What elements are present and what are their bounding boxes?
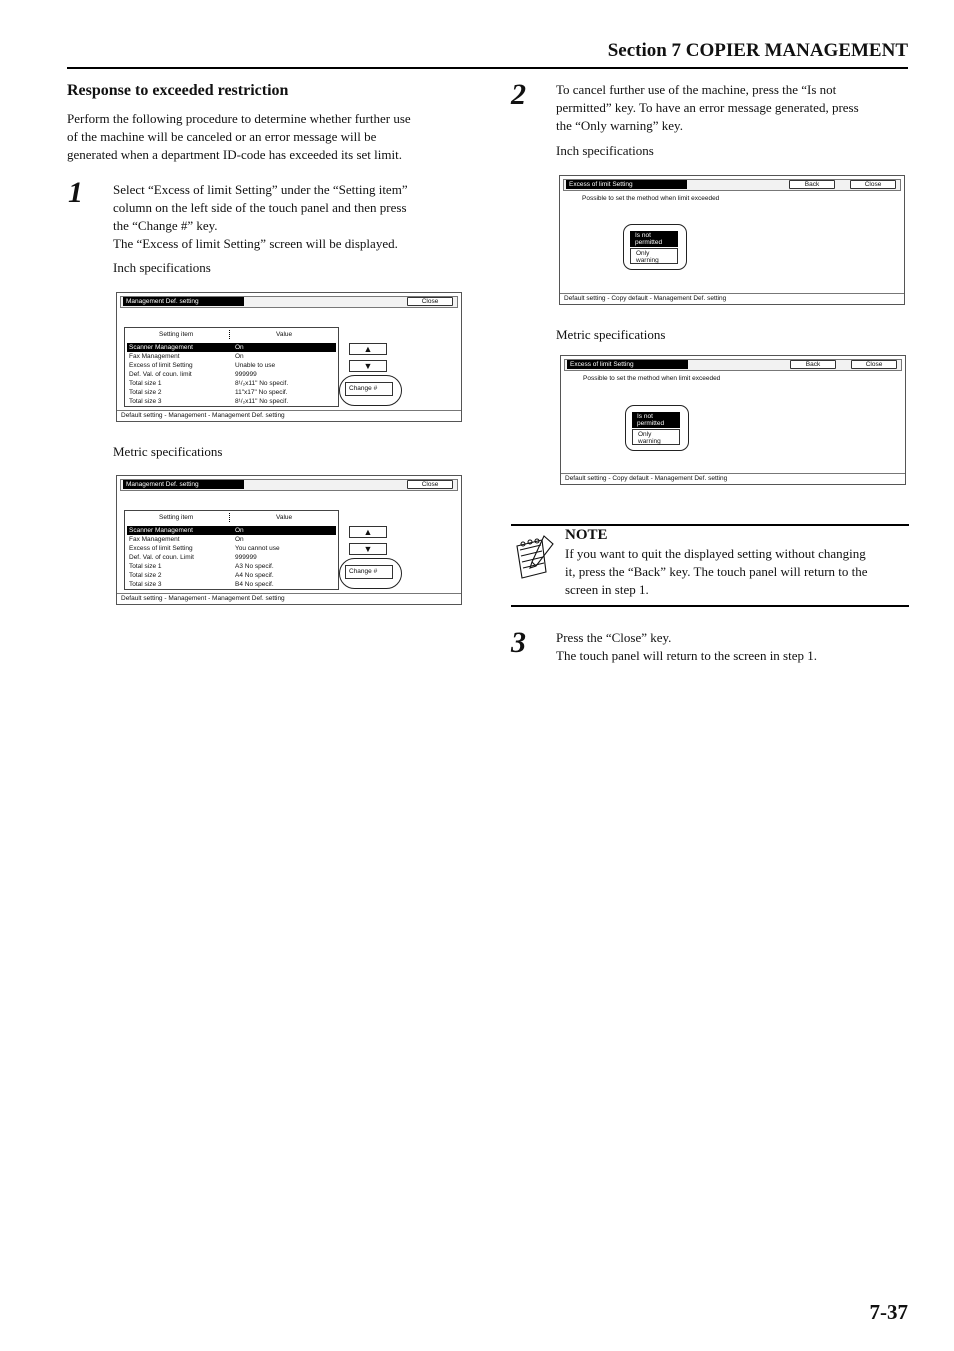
- scroll-down-button[interactable]: ▼: [349, 543, 387, 555]
- intro-line: Perform the following procedure to determine whether further use: [67, 111, 411, 126]
- row-name: Total size 3: [129, 398, 162, 405]
- row-name: Def. Val. of coun. Limit: [129, 554, 194, 561]
- metric-spec-label: Metric specifications: [113, 444, 223, 459]
- list-row[interactable]: [127, 526, 336, 535]
- section-heading: Response to exceeded restriction: [67, 82, 289, 99]
- list-row[interactable]: [127, 352, 336, 361]
- list-row[interactable]: [127, 553, 336, 562]
- list-header: [125, 511, 338, 524]
- scroll-up-button[interactable]: ▲: [349, 343, 387, 355]
- close-button[interactable]: Close: [850, 180, 896, 189]
- note-text: [565, 545, 910, 599]
- col-value: Value: [276, 514, 293, 521]
- is-not-permitted-button[interactable]: Is not permitted: [630, 231, 678, 247]
- list-row[interactable]: [127, 544, 336, 553]
- list-row[interactable]: [127, 562, 336, 571]
- list-row[interactable]: [127, 379, 336, 388]
- col-value: Value: [276, 331, 293, 338]
- list-row[interactable]: [127, 343, 336, 352]
- panel-footer: Default setting - Management - Management Def. setting: [117, 410, 461, 421]
- note-bottom-rule: [511, 605, 909, 607]
- step-number-3: 3: [511, 626, 526, 659]
- step2-text: [556, 81, 916, 135]
- row-value: B4 No specif.: [235, 581, 274, 588]
- note-pad-icon: [512, 532, 556, 580]
- excess-limit-panel-metric: [560, 355, 906, 485]
- intro-line: generated when a department ID-code has exceeded its set limit.: [67, 147, 402, 162]
- list-row[interactable]: [127, 388, 336, 397]
- back-button[interactable]: Back: [789, 180, 835, 189]
- step1-line: The “Excess of limit Setting” screen will be displayed.: [113, 236, 398, 251]
- col-divider: [229, 330, 231, 339]
- close-button[interactable]: Close: [407, 297, 453, 306]
- row-name: Total size 1: [129, 563, 162, 570]
- header-rule: [67, 67, 908, 69]
- step2-line: the “Only warning” key.: [556, 118, 683, 133]
- row-value: 11"x17" No specif.: [235, 389, 288, 396]
- step3-text: [556, 629, 916, 665]
- row-value: On: [235, 536, 244, 543]
- step2-line: To cancel further use of the machine, press the “Is not: [556, 82, 837, 97]
- section-header: Section 7 COPIER MANAGEMENT: [607, 40, 908, 61]
- row-value: You cannot use: [235, 545, 280, 552]
- row-name: Fax Management: [129, 353, 180, 360]
- row-value: On: [235, 344, 244, 351]
- row-value: Unable to use: [235, 362, 276, 369]
- row-name: Total size 2: [129, 389, 162, 396]
- panel-title: Excess of limit Setting: [566, 180, 687, 189]
- row-name: Def. Val. of coun. limit: [129, 371, 192, 378]
- page-number: 7-37: [869, 1300, 908, 1324]
- list-row[interactable]: [127, 580, 336, 589]
- note-top-rule: [511, 524, 909, 526]
- scroll-down-button[interactable]: ▼: [349, 360, 387, 372]
- step1-text: [113, 181, 473, 253]
- step1-line: the “Change #” key.: [113, 218, 218, 233]
- close-button[interactable]: Close: [851, 360, 897, 369]
- change-number-button[interactable]: Change #: [345, 382, 393, 396]
- is-not-permitted-button[interactable]: Is not permitted: [632, 412, 680, 428]
- note-title: NOTE: [565, 527, 608, 543]
- row-name: Scanner Management: [129, 527, 193, 534]
- list-row[interactable]: [127, 535, 336, 544]
- col-divider: [229, 513, 231, 522]
- list-header: [125, 328, 338, 341]
- col-setting-item: Setting item: [159, 514, 194, 521]
- step-number-2: 2: [511, 78, 526, 111]
- row-value: 999999: [235, 371, 257, 378]
- row-name: Total size 2: [129, 572, 162, 579]
- note-line: screen in step 1.: [565, 582, 649, 597]
- panel-title: Excess of limit Setting: [567, 360, 688, 369]
- col-setting-item: Setting item: [159, 331, 194, 338]
- row-value: On: [235, 527, 244, 534]
- row-name: Excess of limit Setting: [129, 545, 193, 552]
- row-name: Scanner Management: [129, 344, 193, 351]
- list-row[interactable]: [127, 397, 336, 406]
- step-number-1: 1: [68, 176, 83, 209]
- only-warning-button[interactable]: Only warning: [632, 429, 680, 445]
- change-number-button[interactable]: Change #: [345, 565, 393, 579]
- step3-line: Press the “Close” key.: [556, 630, 672, 645]
- panel-title: Management Def. setting: [123, 297, 244, 306]
- limit-message: Possible to set the method when limit exceeded: [583, 375, 721, 382]
- row-value: A3 No specif.: [235, 563, 274, 570]
- list-row[interactable]: [127, 361, 336, 370]
- row-name: Total size 3: [129, 581, 162, 588]
- step1-line: Select “Excess of limit Setting” under the “Setting item”: [113, 182, 408, 197]
- row-value: A4 No specif.: [235, 572, 274, 579]
- intro-line: of the machine will be canceled or an error message will be: [67, 129, 377, 144]
- note-line: it, press the “Back” key. The touch panel will return to the: [565, 564, 868, 579]
- only-warning-button[interactable]: Only warning: [630, 248, 678, 264]
- row-name: Fax Management: [129, 536, 180, 543]
- panel-footer: Default setting - Copy default - Management Def. setting: [560, 293, 904, 304]
- row-value: 8¹/₂x11" No specif.: [235, 380, 289, 387]
- intro-paragraph: [67, 110, 477, 164]
- setting-list: [124, 510, 339, 590]
- row-value: On: [235, 353, 244, 360]
- list-row[interactable]: [127, 571, 336, 580]
- step2-line: permitted” key. To have an error message generated, press: [556, 100, 859, 115]
- row-value: 8¹/₂x11" No specif.: [235, 398, 289, 405]
- management-def-panel-metric: [116, 475, 462, 605]
- panel-footer: Default setting - Copy default - Management Def. setting: [561, 473, 905, 484]
- list-row[interactable]: [127, 370, 336, 379]
- panel-title: Management Def. setting: [123, 480, 244, 489]
- row-name: Excess of limit Setting: [129, 362, 193, 369]
- close-button[interactable]: Close: [407, 480, 453, 489]
- management-def-panel-inch: [116, 292, 462, 422]
- limit-message: Possible to set the method when limit exceeded: [582, 195, 720, 202]
- note-line: If you want to quit the displayed setting without changing: [565, 546, 866, 561]
- step1-line: column on the left side of the touch panel and then press: [113, 200, 407, 215]
- metric-spec-label: Metric specifications: [556, 327, 666, 342]
- inch-spec-label: Inch specifications: [113, 260, 211, 275]
- inch-spec-label: Inch specifications: [556, 143, 654, 158]
- back-button[interactable]: Back: [790, 360, 836, 369]
- setting-list: [124, 327, 339, 407]
- excess-limit-panel-inch: [559, 175, 905, 305]
- step3-line: The touch panel will return to the screen in step 1.: [556, 648, 818, 663]
- row-value: 999999: [235, 554, 257, 561]
- panel-footer: Default setting - Management - Management Def. setting: [117, 593, 461, 604]
- row-name: Total size 1: [129, 380, 162, 387]
- scroll-up-button[interactable]: ▲: [349, 526, 387, 538]
